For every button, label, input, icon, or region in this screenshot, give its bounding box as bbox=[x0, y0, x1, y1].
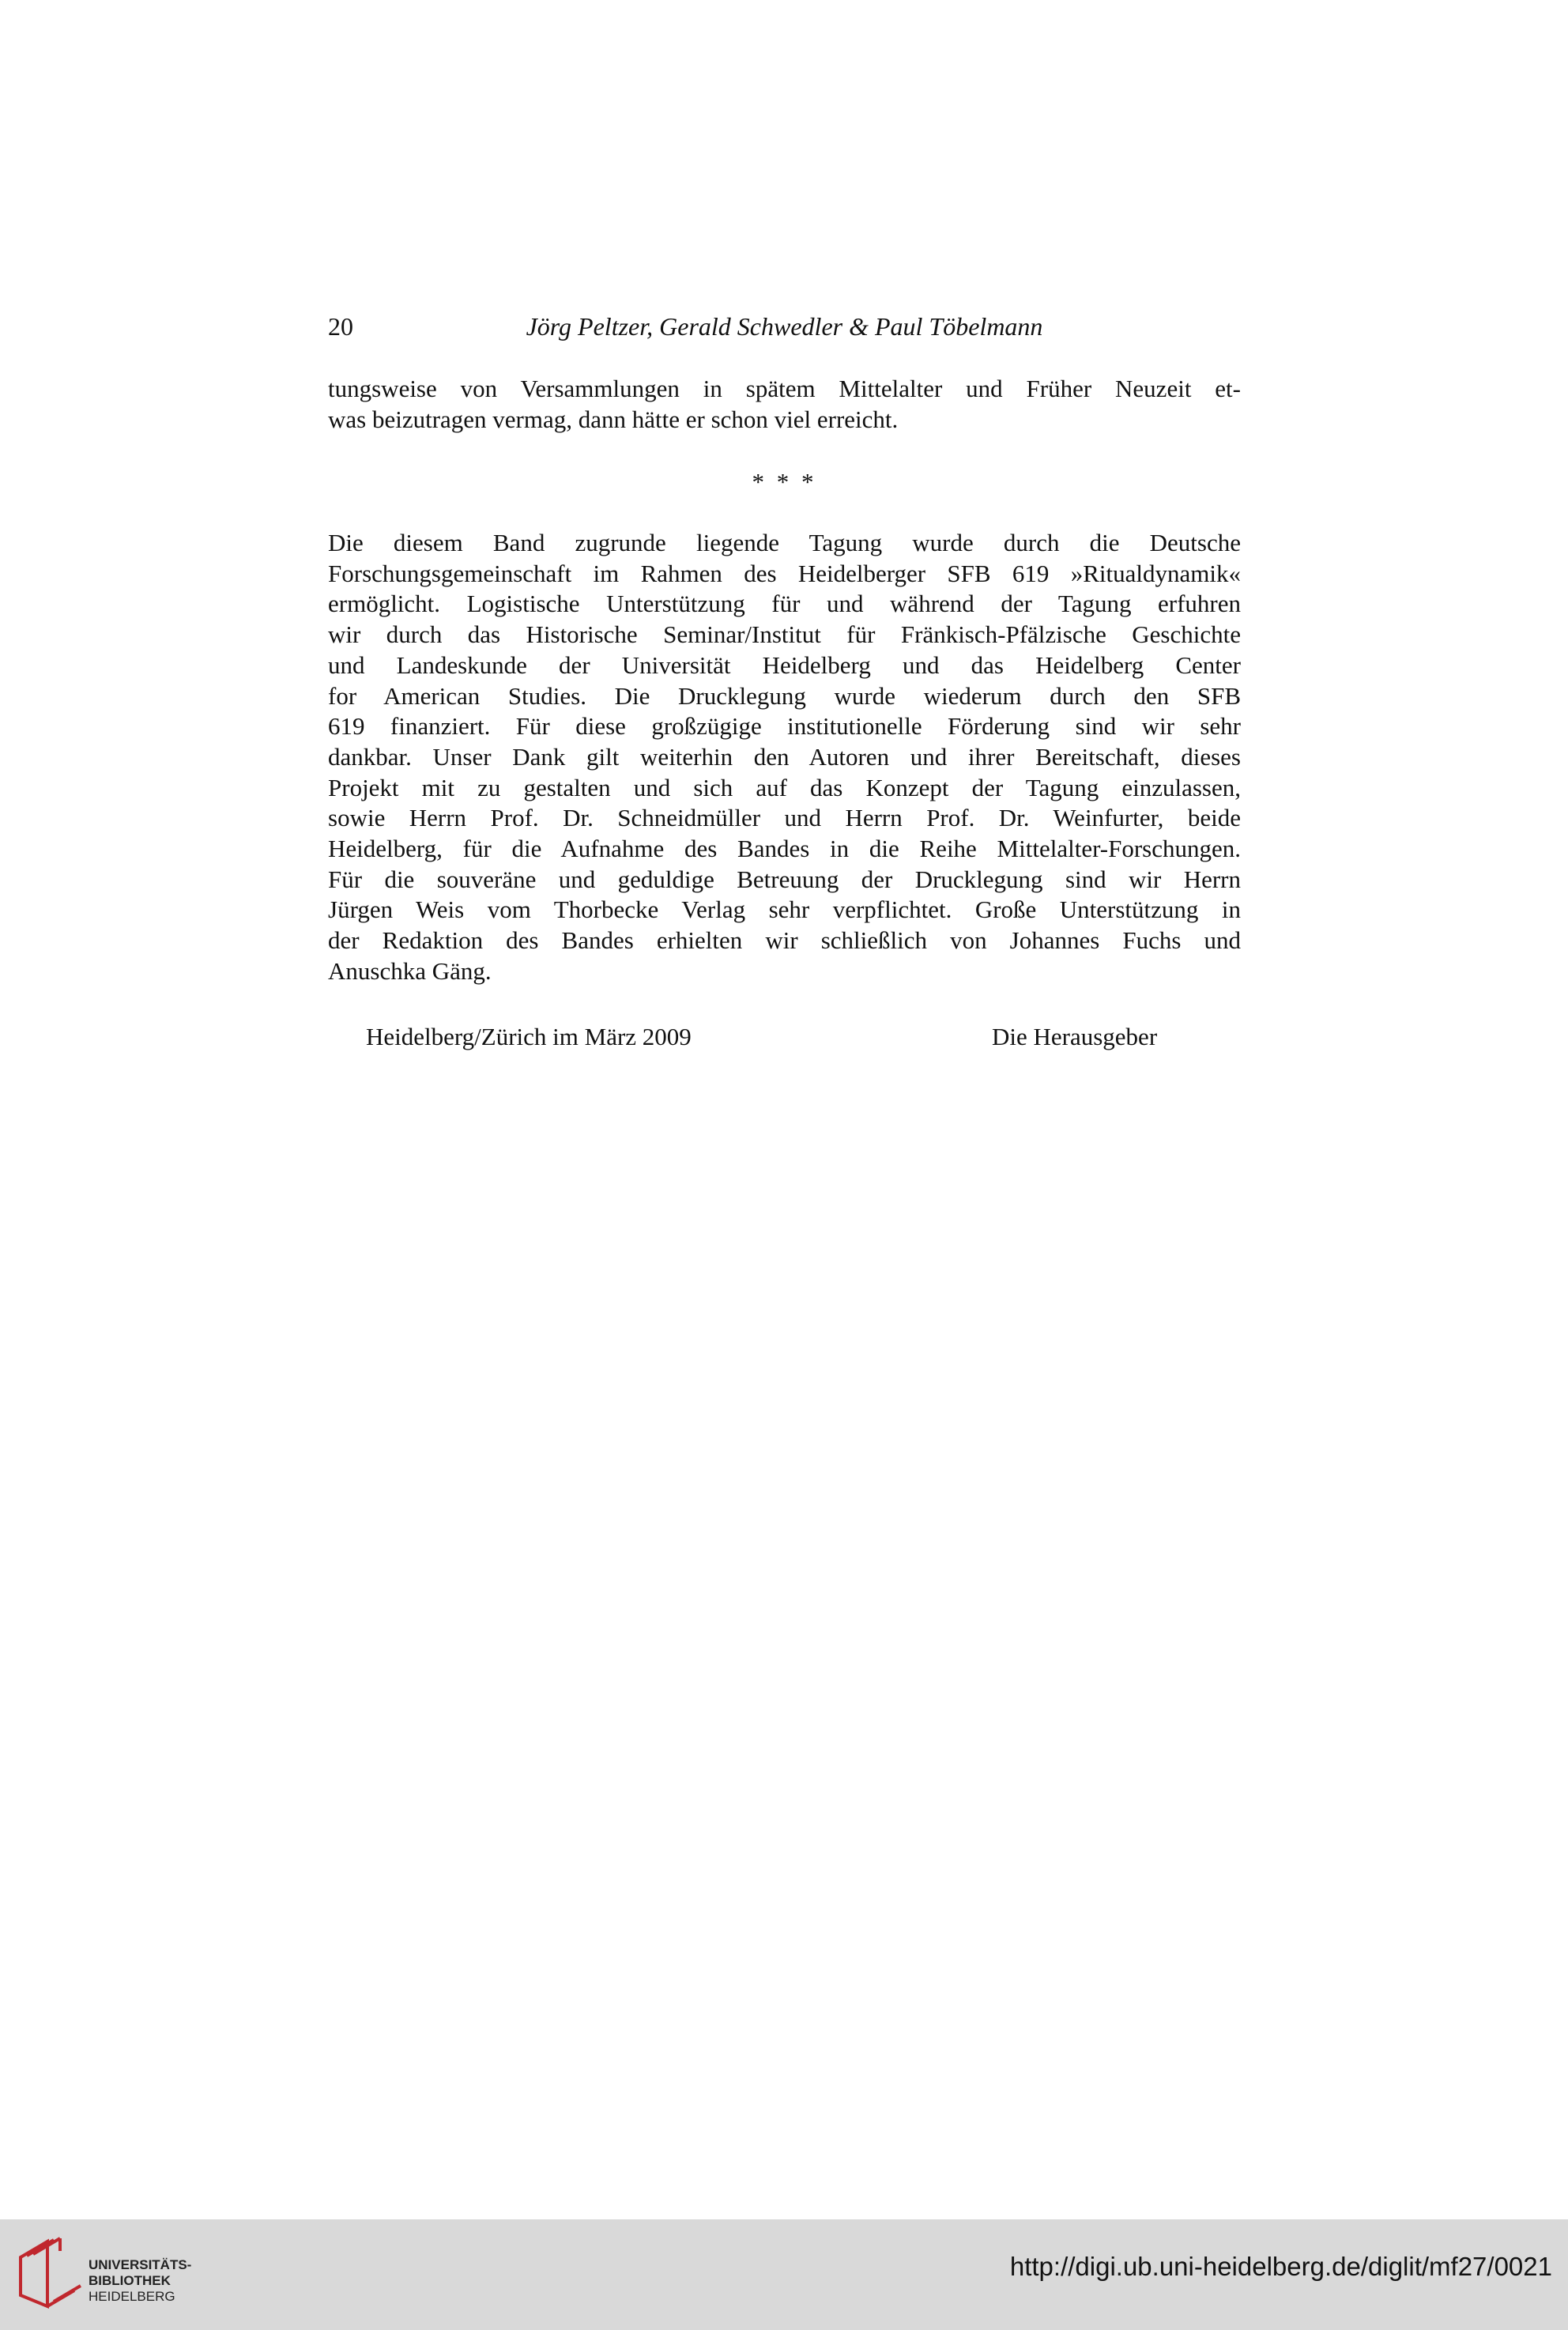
text-line: und Landeskunde der Universität Heidelberg und das Heidelberg Center bbox=[328, 650, 1241, 679]
digitization-footer bbox=[0, 2219, 1568, 2330]
logo-line: UNIVERSITÄTS- bbox=[89, 2257, 192, 2272]
text-line: 619 finanziert. Für diese großzügige institutionelle Förderung sind wir sehr bbox=[328, 712, 1241, 741]
library-logo-icon bbox=[16, 2234, 87, 2316]
text-line: Für die souveräne und geduldige Betreuung der Drucklegung sind wir Herrn bbox=[328, 865, 1241, 893]
text-line: tungsweise von Versammlungen in spätem Mittelalter und Früher Neuzeit et- bbox=[328, 375, 1241, 402]
text-line: Die diesem Band zugrunde liegende Tagung wurde durch die Deutsche bbox=[328, 529, 1241, 556]
running-head bbox=[328, 307, 1241, 346]
closing-line bbox=[328, 1020, 1241, 1054]
text-line: Projekt mit zu gestalten und sich auf das Konzept der Tagung einzulassen, bbox=[328, 773, 1241, 801]
text-line: Jürgen Weis vom Thorbecke Verlag sehr verpflichtet. Große Unterstützung in bbox=[328, 895, 1241, 924]
paragraph-continuation bbox=[328, 374, 1241, 435]
logo-line: HEIDELBERG bbox=[89, 2289, 175, 2304]
text-line: sowie Herrn Prof. Dr. Schneidmüller und Herrn Prof. Dr. Weinfurter, beide bbox=[328, 804, 1241, 832]
library-logo-text bbox=[89, 2257, 191, 2305]
signature: Die Herausgeber bbox=[992, 1023, 1158, 1050]
text-line: der Redaktion des Bandes erhielten wir schließlich von Johannes Fuchs und bbox=[328, 926, 1241, 955]
text-line: Heidelberg, für die Aufnahme des Bandes in die Reihe Mittelalter-Forschungen. bbox=[328, 835, 1241, 863]
text-line: ermöglicht. Logistische Unterstützung für und während der Tagung erfuhren bbox=[328, 590, 1241, 618]
text-line: dankbar. Unser Dank gilt weiterhin den Autoren und ihrer Bereitschaft, dieses bbox=[328, 742, 1241, 771]
text-line: for American Studies. Die Drucklegung wurde wiederum durch den SFB bbox=[328, 681, 1241, 710]
library-logo[interactable] bbox=[16, 2234, 205, 2316]
place-and-date: Heidelberg/Zürich im März 2009 bbox=[366, 1023, 692, 1050]
logo-line: BIBLIOTHEK bbox=[89, 2273, 171, 2288]
text-line: wir durch das Historische Seminar/Institut für Fränkisch-Pfälzische Geschichte bbox=[328, 620, 1241, 649]
text-line: Forschungsgemeinschaft im Rahmen des Heidelberger SFB 619 »Ritualdynamik« bbox=[328, 559, 1241, 587]
permalink-url[interactable]: http://digi.ub.uni-heidelberg.de/diglit/mf27/0021 bbox=[1009, 2252, 1552, 2281]
text-line: Anuschka Gäng. bbox=[328, 956, 492, 985]
section-separator: * * * bbox=[752, 468, 817, 496]
acknowledgements-paragraph bbox=[328, 528, 1241, 987]
page-number: 20 bbox=[328, 312, 353, 341]
running-title: Jörg Peltzer, Gerald Schwedler & Paul Töbelmann bbox=[526, 312, 1043, 341]
text-line: was beizutragen vermag, dann hätte er schon viel erreicht. bbox=[328, 405, 899, 433]
